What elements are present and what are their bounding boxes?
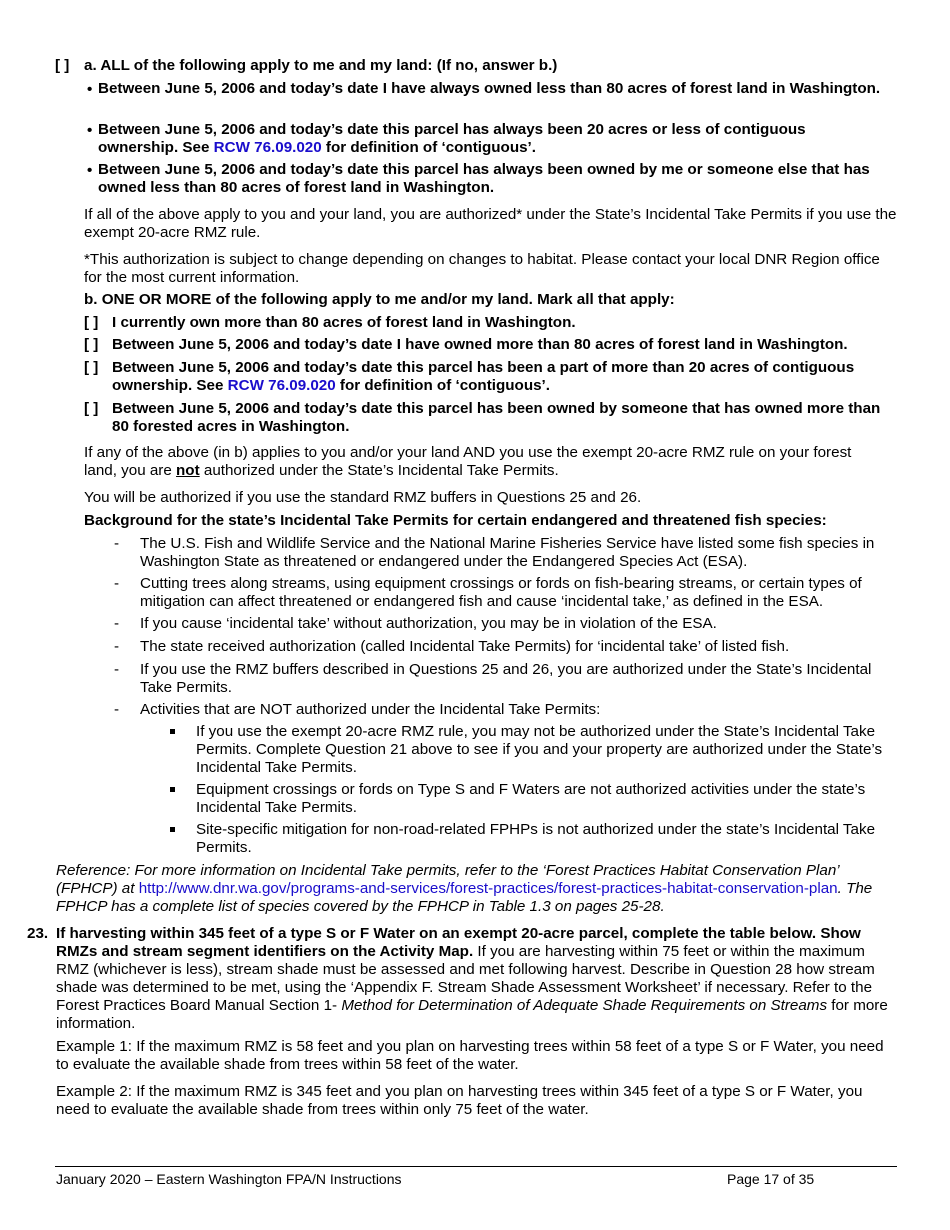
dash-bullet: -: [114, 661, 120, 678]
background-heading: Background for the state’s Incidental Take Permits for certain endangered and threatened fish species:: [84, 512, 827, 529]
footer-divider: [55, 1166, 897, 1167]
section-a-bullet-2: Between June 5, 2006 and today’s date this parcel has always been 20 acres or less of contiguous ownership. See RCW 76.09.020 for definition of ‘contiguous’.: [98, 121, 806, 156]
background-item-4: The state received authorization (called Incidental Take Permits) for ‘incidental take’ of listed fish.: [140, 638, 790, 655]
checkbox-b-4[interactable]: [ ]: [84, 400, 99, 417]
dash-bullet: -: [114, 575, 120, 592]
checkbox-b-3[interactable]: [ ]: [84, 359, 99, 376]
background-item-1: The U.S. Fish and Wildlife Service and the National Marine Fisheries Service have listed some fish species in Washington State as threatened or endangered under the Endangered Species Act (ESA).: [140, 535, 875, 570]
square-bullet-icon: [170, 729, 175, 734]
background-sub-item-1: If you use the exempt 20-acre RMZ rule, you may not be authorized under the State’s Incidental Take Permits. Complete Question 21 above to see if you and your property are authorized under the State’s Incidental Take Permits.: [196, 723, 883, 776]
section-b-item-2: Between June 5, 2006 and today’s date I have owned more than 80 acres of forest land in Washington.: [112, 336, 848, 353]
section-a-heading: a. ALL of the following apply to me and my land: (If no, answer b.): [84, 57, 558, 74]
question-23-example-1: Example 1: If the maximum RMZ is 58 feet and you plan on harvesting trees within 58 feet of a type S or F Water, you need to evaluate the available shade from trees within 58 feet of the water.: [56, 1038, 884, 1073]
rcw-link[interactable]: RCW 76.09.020: [227, 377, 336, 394]
footer-page-number: Page 17 of 35: [727, 1171, 815, 1187]
checkbox-b-1[interactable]: [ ]: [84, 314, 99, 331]
background-item-6: Activities that are NOT authorized under the Incidental Take Permits:: [140, 701, 601, 718]
dash-bullet: -: [114, 615, 120, 632]
bullet-icon: •: [87, 122, 93, 139]
section-b-item-3: Between June 5, 2006 and today’s date this parcel has been a part of more than 20 acres of contiguous ownership. See RCW 76.09.020 for definition of ‘contiguous’.: [112, 359, 855, 394]
section-b-heading: b. ONE OR MORE of the following apply to me and/or my land. Mark all that apply:: [84, 291, 675, 308]
rcw-link[interactable]: RCW 76.09.020: [213, 139, 322, 156]
section-a-bullet-1: Between June 5, 2006 and today’s date I have always owned less than 80 acres of forest land in Washington.: [98, 80, 881, 97]
background-sub-item-3: Site-specific mitigation for non-road-related FPHPs is not authorized under the state’s Incidental Take Permits.: [196, 821, 876, 856]
question-23-example-2: Example 2: If the maximum RMZ is 345 feet and you plan on harvesting trees within 345 feet of a type S or F Water, you need to evaluate the available shade from trees within only 75 feet of the water.: [56, 1083, 863, 1118]
background-item-3: If you cause ‘incidental take’ without authorization, you may be in violation of the ESA.: [140, 615, 717, 632]
section-a-para-1: If all of the above apply to you and your land, you are authorized* under the State’s Incidental Take Permits if you use the exempt 20-acre RMZ rule.: [84, 206, 897, 241]
fphcp-link[interactable]: http://www.dnr.wa.gov/programs-and-services/forest-practices/forest-practices-habitat-conservation-plan: [138, 880, 838, 897]
question-23-text: If harvesting within 345 feet of a type S or F Water on an exempt 20-acre parcel, complete the table below. Show RMZs and stream segment identifiers on the Activity Map. If you are harvesting within 75 feet or within the maximum RMZ (whichever is less), stream shade must be assessed and met following harvest. Describe in Question 28 how stream shade was determined to be met, using the ‘Appendix F. Stream Shade Assessment Worksheet’ if necessary. Refer to the Forest Practices Board Manual Section 1- Method for Determination of Adequate Shade Requirements on Streams for more information.: [56, 925, 888, 1032]
square-bullet-icon: [170, 827, 175, 832]
question-23-number: 23.: [27, 925, 49, 942]
dash-bullet: -: [114, 701, 120, 718]
dash-bullet: -: [114, 638, 120, 655]
section-a-bullet-3: Between June 5, 2006 and today’s date this parcel has always been owned by me or someone else that has owned less than 80 acres of forest land in Washington.: [98, 161, 870, 196]
section-b-para-2: You will be authorized if you use the standard RMZ buffers in Questions 25 and 26.: [84, 489, 642, 506]
section-b-item-4: Between June 5, 2006 and today’s date this parcel has been owned by someone that has owned more than 80 forested acres in Washington.: [112, 400, 881, 435]
checkbox-a[interactable]: [ ]: [55, 57, 70, 74]
background-item-2: Cutting trees along streams, using equipment crossings or fords on fish-bearing streams, or certain types of mitigation can affect threatened or endangered fish and cause ‘incidental take,’ as defined in the ESA.: [140, 575, 862, 610]
background-sub-item-2: Equipment crossings or fords on Type S and F Waters are not authorized activities under the state’s Incidental Take Permits.: [196, 781, 866, 816]
section-b-para-1: If any of the above (in b) applies to you and/or your land AND you use the exempt 20-acre RMZ rule on your forest land, you are not authorized under the State’s Incidental Take Permits.: [84, 444, 852, 479]
section-a-para-2: *This authorization is subject to change depending on changes to habitat. Please contact your local DNR Region office for the most current information.: [84, 251, 880, 286]
bullet-icon: •: [87, 162, 93, 179]
section-b-item-1: I currently own more than 80 acres of forest land in Washington.: [112, 314, 576, 331]
dash-bullet: -: [114, 535, 120, 552]
reference-paragraph: Reference: For more information on Incidental Take permits, refer to the ‘Forest Practices Habitat Conservation Plan’ (FPHCP) at http://www.dnr.wa.gov/programs-and-services/forest-practices/forest-practices-habitat-conservation-plan. The FPHCP has a complete list of species covered by the FPHCP in Table 1.3 on pages 25-28.: [56, 862, 873, 915]
checkbox-b-2[interactable]: [ ]: [84, 336, 99, 353]
footer-left: January 2020 – Eastern Washington FPA/N Instructions: [56, 1171, 402, 1187]
background-item-5: If you use the RMZ buffers described in Questions 25 and 26, you are authorized under the State’s Incidental Take Permits.: [140, 661, 872, 696]
square-bullet-icon: [170, 787, 175, 792]
bullet-icon: •: [87, 81, 93, 98]
